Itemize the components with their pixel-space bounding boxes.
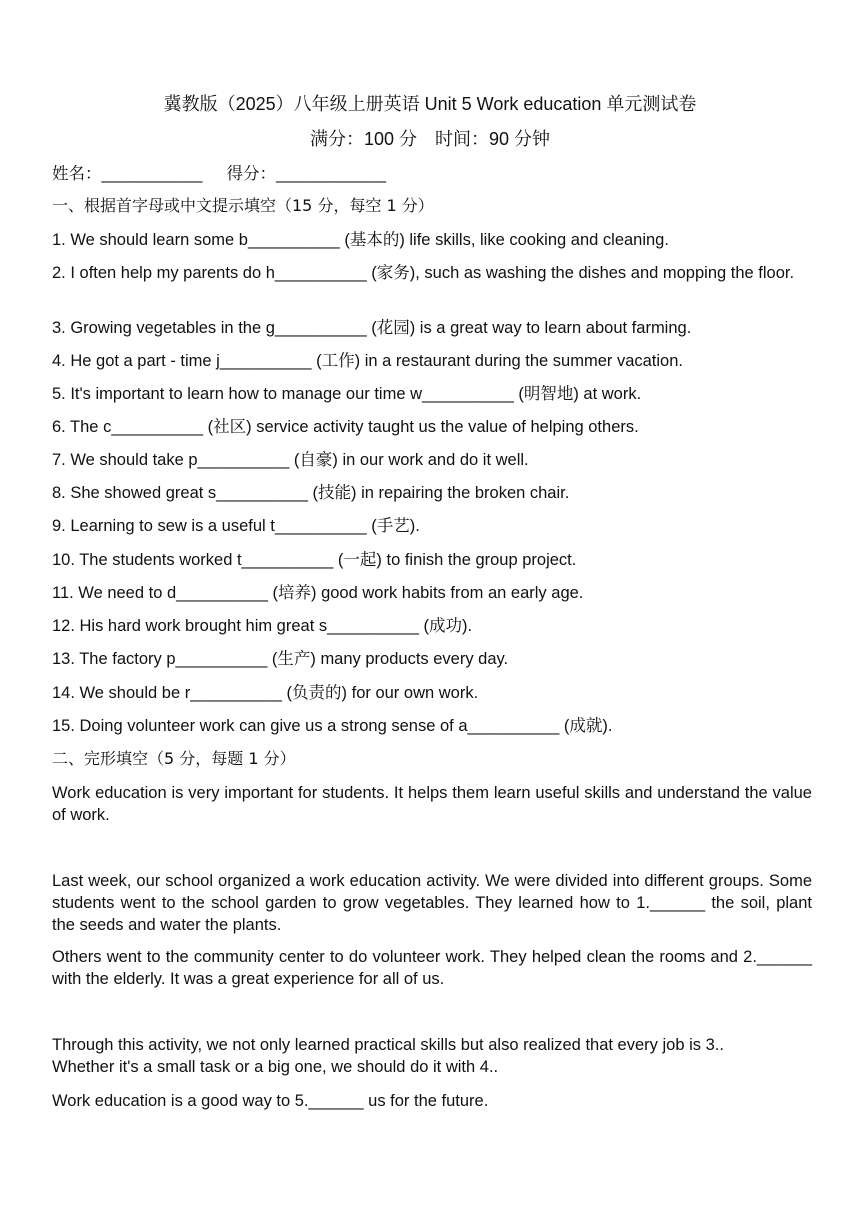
passage-paragraph: Work education is a good way to 5.______ us for the future. (52, 1092, 489, 1110)
passage-paragraph: Work education is very important for students. It helps them learn useful skills and understand the value of work. (52, 784, 812, 824)
exam-title: 冀教版（2025）八年级上册英语 Unit 5 Work education 单元测试卷 (163, 94, 697, 114)
section2-heading: 二、完形填空（5 分，每题 1 分） (52, 749, 296, 768)
section1-heading: 一、根据首字母或中文提示填空（15 分，每空 1 分） (52, 196, 434, 215)
question-item: 11. We need to d__________ (培养) good work habits from an early age. (52, 584, 584, 602)
question-item: 3. Growing vegetables in the g__________ (花园) is a great way to learn about farming. (52, 319, 692, 337)
question-item: 2. I often help my parents do h__________ (家务), such as washing the dishes and mopping the floor. (52, 264, 795, 282)
question-item: 7. We should take p__________ (自豪) in our work and do it well. (52, 451, 529, 469)
passage-paragraph: Through this activity, we not only learned practical skills but also realized that every job is 3.. (52, 1036, 724, 1054)
exam-subtitle: 满分：100 分 时间：90 分钟 (309, 129, 551, 149)
question-item: 9. Learning to sew is a useful t__________ (手艺). (52, 517, 420, 535)
question-item: 8. She showed great s__________ (技能) in repairing the broken chair. (52, 484, 570, 502)
question-item: 10. The students worked t__________ (一起) to finish the group project. (52, 551, 577, 569)
passage-paragraph: Others went to the community center to do volunteer work. They helped clean the rooms and 2.______ with the elderly. It was a great experience for all of us. (52, 948, 812, 988)
question-item: 1. We should learn some b__________ (基本的) life skills, like cooking and cleaning. (52, 231, 669, 249)
question-item: 12. His hard work brought him great s__________ (成功). (52, 617, 473, 635)
passage-paragraph: Last week, our school organized a work education activity. We were divided into different groups. Some students went to the school garden to grow vegetables. They learned how to 1.______ the soil, plant the seeds and water the plants. (52, 872, 812, 934)
score-field: 得分：____________ (226, 165, 387, 183)
question-item: 6. The c__________ (社区) service activity taught us the value of helping others. (52, 418, 639, 436)
passage-paragraph: Whether it's a small task or a big one, we should do it with 4.. (52, 1058, 499, 1076)
question-item: 4. He got a part - time j__________ (工作) in a restaurant during the summer vacation. (52, 352, 683, 370)
student-info-line (52, 163, 812, 185)
question-item: 15. Doing volunteer work can give us a strong sense of a__________ (成就). (52, 717, 613, 735)
question-item: 14. We should be r__________ (负责的) for our own work. (52, 684, 479, 702)
question-item: 5. It's important to learn how to manage our time w__________ (明智地) at work. (52, 385, 642, 403)
name-field: 姓名：___________ (52, 165, 203, 183)
question-item: 13. The factory p__________ (生产) many products every day. (52, 650, 509, 668)
